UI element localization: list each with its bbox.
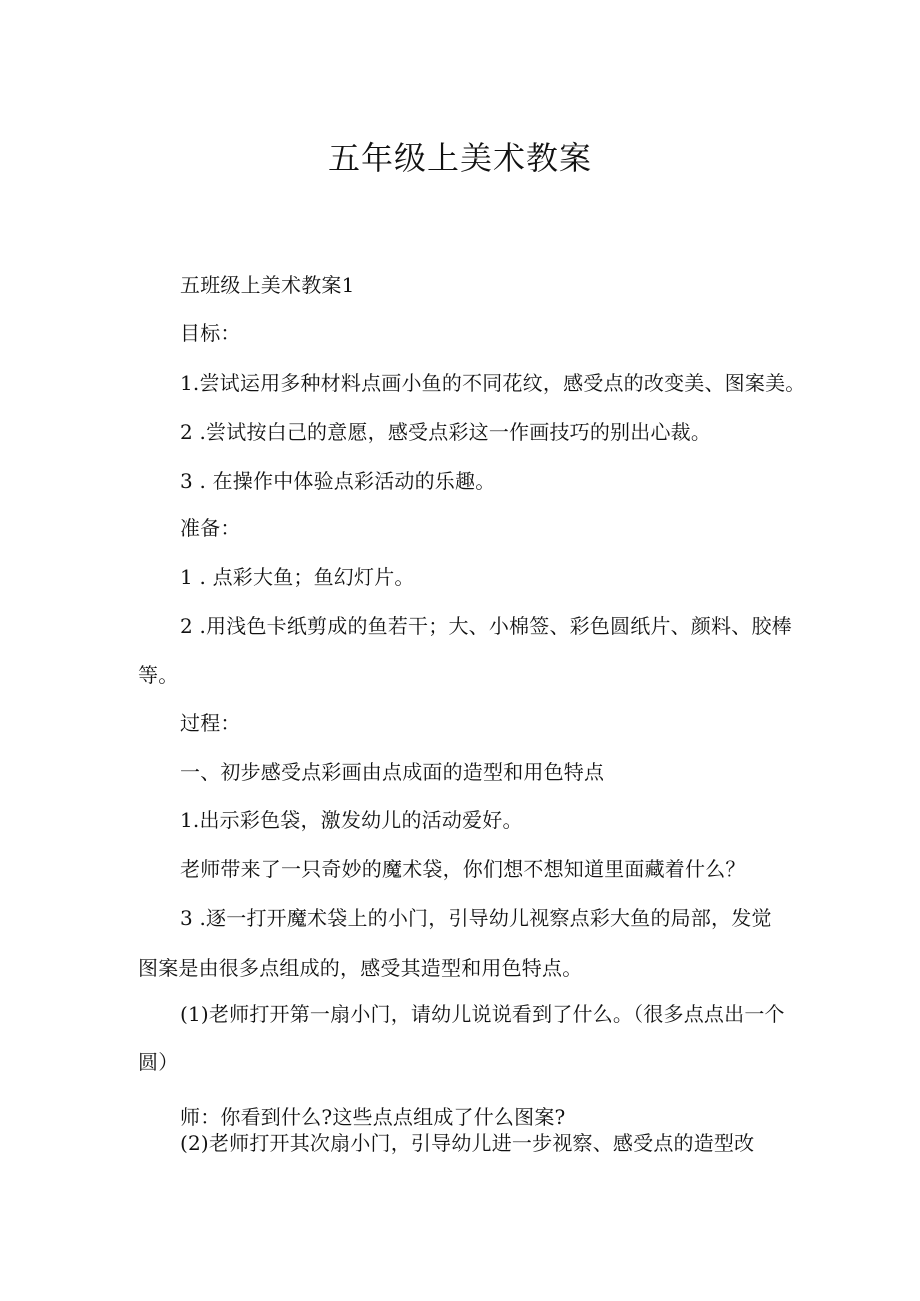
goal-item-1: 1.尝试运用多种材料点画小鱼的不同花纹，感受点的改变美、图案美。 — [180, 371, 806, 395]
process-step-heading: 一、初步感受点彩画由点成面的造型和用色特点 — [180, 760, 605, 784]
preparation-item-1: 1 . 点彩大鱼；鱼幻灯片。 — [180, 565, 415, 589]
goal-item-2: 2 .尝试按白己的意愿，感受点彩这一作画技巧的别出心裁。 — [180, 420, 712, 444]
process-subitem-2: (2)老师打开其次扇小门，引导幼儿进一步视察、感受点的造型改 — [180, 1131, 755, 1155]
document-title: 五年级上美术教案 — [327, 139, 592, 177]
process-item-3-continuation: 图案是由很多点组成的，感受其造型和用色特点。 — [138, 956, 583, 980]
preparation-item-2-continuation: 等。 — [138, 663, 179, 687]
process-paragraph: 老师带来了一只奇妙的魔术袋，你们想不想知道里面藏着什么？ — [180, 857, 746, 881]
section-heading: 五班级上美术教案1 — [180, 273, 355, 297]
teacher-question: 师：你看到什么?这些点点组成了什么图案? — [180, 1105, 566, 1129]
process-item-1: 1.出示彩色袋，激发幼儿的活动爱好。 — [180, 808, 523, 832]
process-heading: 过程： — [180, 711, 241, 735]
process-item-3: 3 .逐一打开魔术袋上的小门，引导幼儿视察点彩大鱼的局部，发觉 — [180, 906, 772, 930]
process-subitem-1-continuation: 圆） — [138, 1050, 179, 1074]
goals-heading: 目标： — [180, 321, 241, 345]
process-subitem-1: (1)老师打开第一扇小门，请幼儿说说看到了什么。（很多点点出一个 — [180, 1002, 785, 1026]
preparation-heading: 准备： — [180, 516, 241, 540]
preparation-item-2: 2 .用浅色卡纸剪成的鱼若干；大、小棉签、彩色圆纸片、颜料、胶棒 — [180, 614, 792, 638]
goal-item-3: 3 . 在操作中体验点彩活动的乐趣。 — [180, 469, 496, 493]
